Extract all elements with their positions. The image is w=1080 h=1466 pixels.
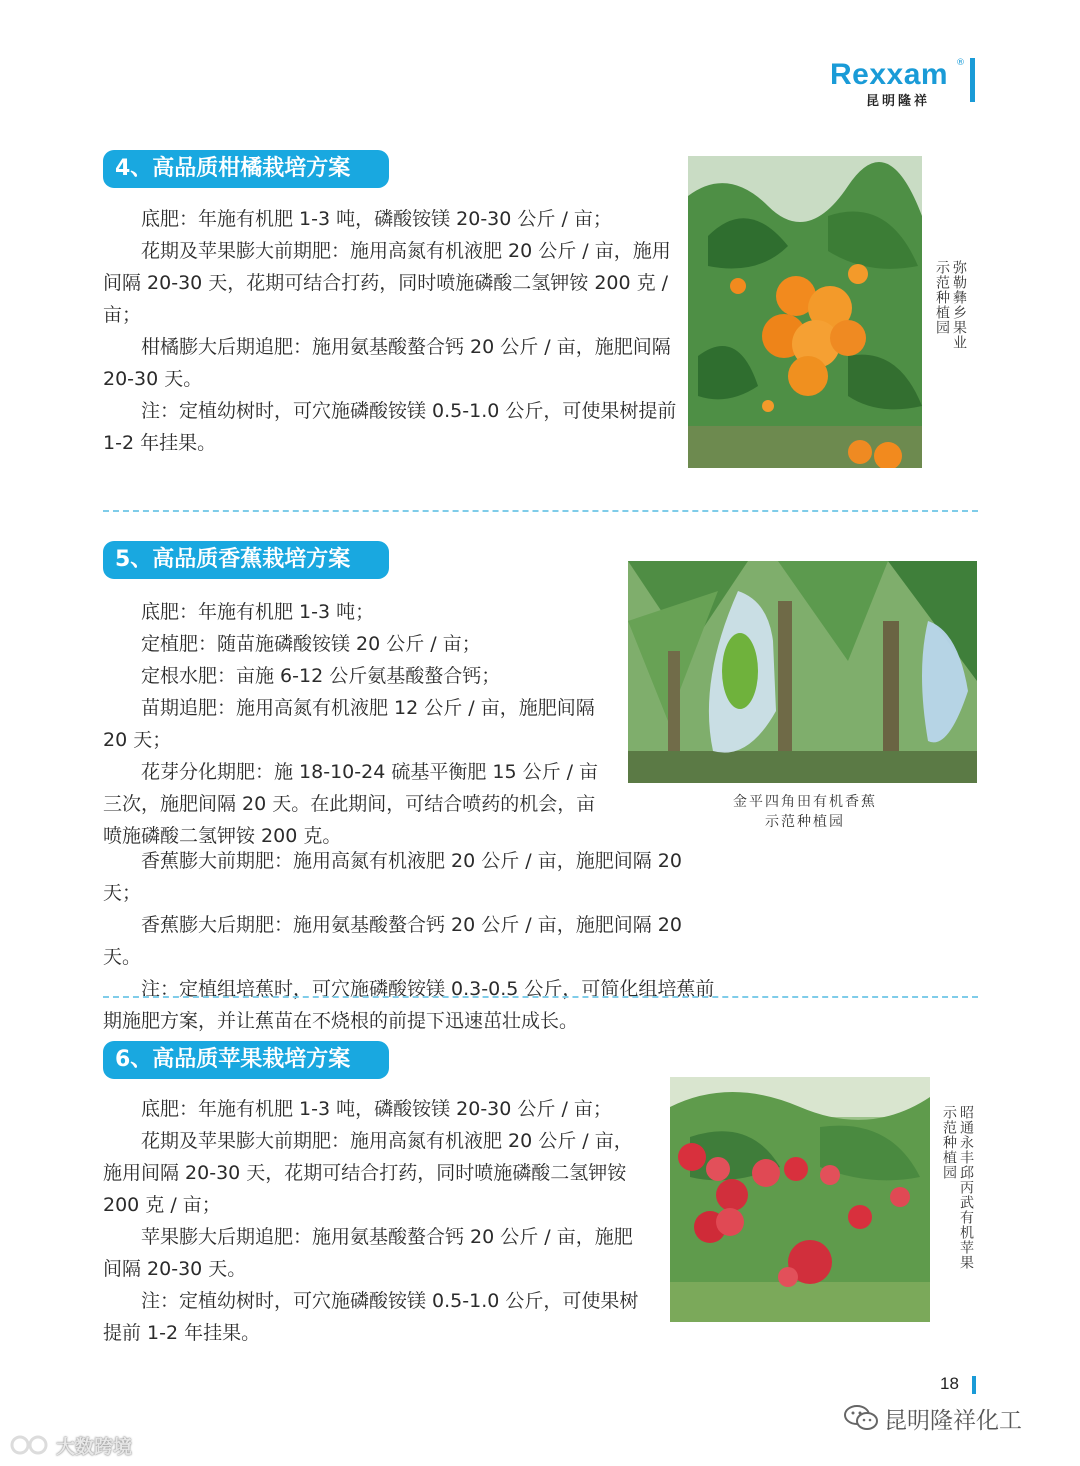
caption-line: 示范种植园 — [765, 814, 845, 830]
registered-mark: ® — [956, 58, 965, 68]
section-title-apple: 6、高品质苹果栽培方案 — [103, 1041, 389, 1079]
citrus-illustration — [688, 156, 922, 468]
paragraph: 底肥：年施有机肥 1-3 吨； — [141, 601, 375, 623]
watermark-source — [10, 1432, 132, 1458]
paragraph: 注：定植组培蕉时，可穴施磷酸铵镁 0.3-0.5 公斤，可简化组培蕉前期施肥方案，并让蕉苗在不烧根的前提下迅速茁壮成长。 — [103, 978, 715, 1032]
paragraph: 花芽分化期肥：施 18-10-24 硫基平衡肥 15 公斤 / 亩三次，施肥间隔 20 天。在此期间，可结合喷药的机会，亩喷施磷酸二氢钾铵 200 克。 — [103, 761, 599, 847]
banana-plantation-photo — [628, 561, 977, 783]
paragraph: 苹果膨大后期追肥：施用氨基酸螯合钙 20 公斤 / 亩，施肥间隔 20-30 天。 — [103, 1226, 633, 1280]
apple-orchard-photo — [670, 1077, 930, 1322]
paragraph: 底肥：年施有机肥 1-3 吨，磷酸铵镁 20-30 公斤 / 亩； — [141, 208, 612, 230]
wechat-icon — [844, 1404, 878, 1432]
apple-photo-caption — [940, 1105, 974, 1305]
paragraph: 花期及苹果膨大前期肥：施用高氮有机液肥 20 公斤 / 亩，施用间隔 20-30 天，花期可结合打药，同时喷施磷酸二氢钾铵 200 克 / 亩； — [103, 240, 671, 326]
section-body-citrus — [103, 203, 678, 459]
brand-logo — [830, 58, 980, 108]
banana-illustration — [628, 561, 977, 783]
banana-photo-caption — [720, 792, 890, 832]
header-accent-bar — [970, 58, 975, 102]
paragraph: 香蕉膨大前期肥：施用高氮有机液肥 20 公斤 / 亩，施肥间隔 20 天； — [103, 850, 682, 904]
caption-line: 示范种植园 — [934, 260, 950, 335]
section-divider — [103, 510, 978, 512]
citrus-photo-caption — [933, 260, 967, 370]
page-number: 18 — [940, 1374, 959, 1393]
caption-line: 弥勒彝乡果业 — [951, 260, 967, 350]
watermark-logo-icon — [10, 1434, 52, 1456]
section-divider — [103, 996, 978, 998]
section-body-banana-bottom — [103, 845, 723, 1037]
paragraph: 柑橘膨大后期追肥：施用氨基酸螯合钙 20 公斤 / 亩，施肥间隔 20-30 天。 — [103, 336, 671, 390]
apple-illustration — [670, 1077, 930, 1322]
caption-line: 金平四角田有机香蕉 — [733, 794, 877, 810]
section-body-banana-top — [103, 596, 613, 852]
paragraph: 注：定植幼树时，可穴施磷酸铵镁 0.5-1.0 公斤，可使果树提前 1-2 年挂果。 — [103, 400, 677, 454]
section-body-apple — [103, 1093, 648, 1349]
watermark-wechat — [844, 1403, 1022, 1433]
section-title-citrus: 4、高品质柑橘栽培方案 — [103, 150, 389, 188]
paragraph: 香蕉膨大后期肥：施用氨基酸螯合钙 20 公斤 / 亩，施肥间隔 20 天。 — [103, 914, 682, 968]
paragraph: 花期及苹果膨大前期肥：施用高氮有机液肥 20 公斤 / 亩，施用间隔 20-30 天，花期可结合打药，同时喷施磷酸二氢钾铵 200 克 / 亩； — [103, 1130, 633, 1216]
paragraph: 底肥：年施有机肥 1-3 吨，磷酸铵镁 20-30 公斤 / 亩； — [141, 1098, 612, 1120]
logo-wordmark: Rexxam — [830, 58, 949, 91]
logo-subtitle: 昆明隆祥 — [866, 94, 931, 109]
paragraph: 苗期追肥：施用高氮有机液肥 12 公斤 / 亩，施肥间隔 20 天； — [103, 697, 595, 751]
section-title-banana: 5、高品质香蕉栽培方案 — [103, 541, 389, 579]
caption-line: 昭通永丰邱丙武有机苹果 — [958, 1105, 974, 1270]
page-number-bar — [972, 1376, 976, 1394]
caption-line: 示范种植园 — [941, 1105, 957, 1180]
paragraph: 定植肥：随苗施磷酸铵镁 20 公斤 / 亩； — [141, 633, 481, 655]
paragraph: 定根水肥：亩施 6-12 公斤氨基酸螯合钙； — [141, 665, 501, 687]
paragraph: 注：定植幼树时，可穴施磷酸铵镁 0.5-1.0 公斤，可使果树提前 1-2 年挂果。 — [103, 1290, 639, 1344]
watermark-text: 大数跨境 — [56, 1435, 133, 1458]
citrus-orchard-photo — [688, 156, 922, 468]
watermark-text: 昆明隆祥化工 — [884, 1407, 1022, 1434]
